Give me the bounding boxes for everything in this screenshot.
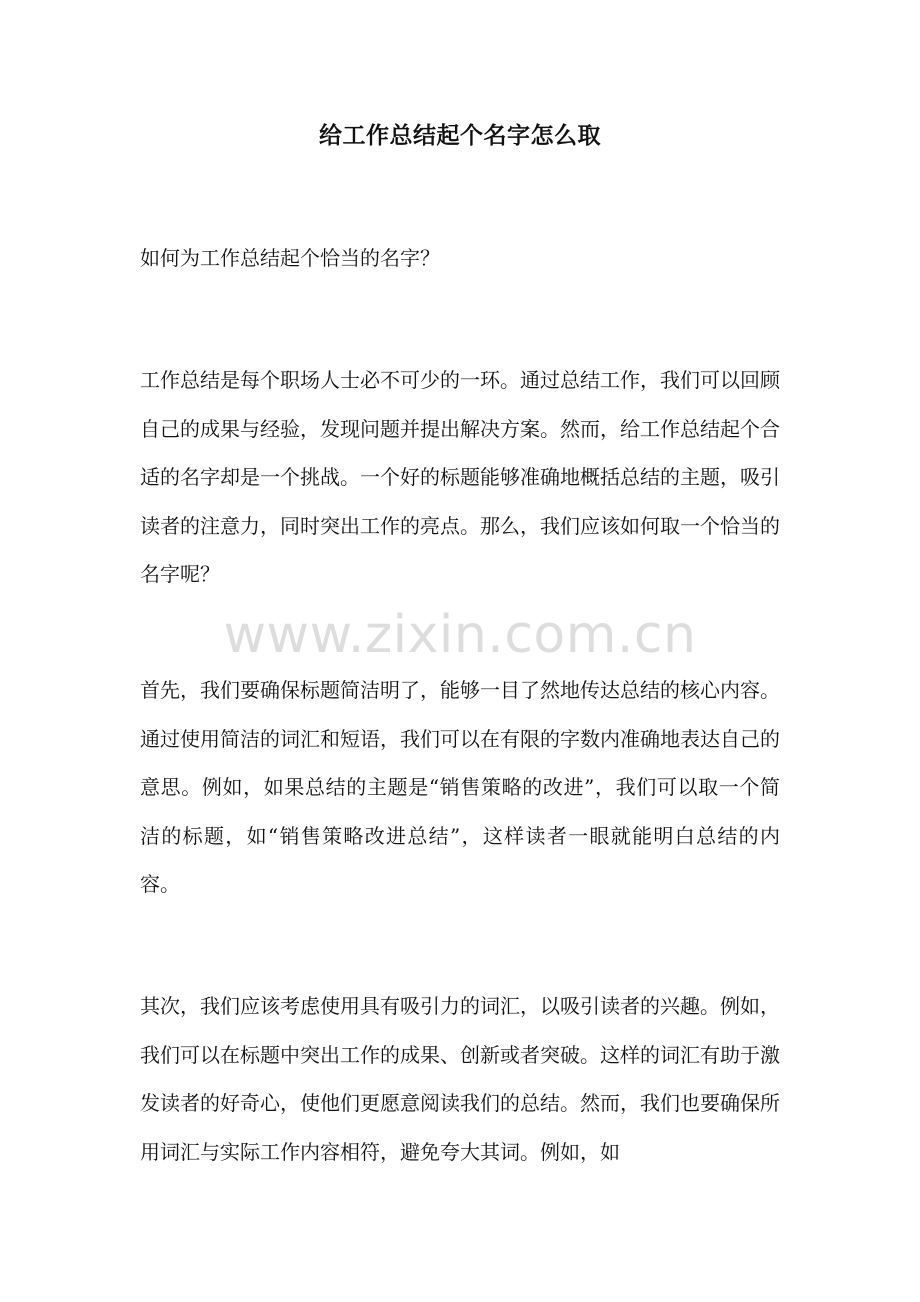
watermark: www.zixin.com.cn (223, 605, 697, 665)
paragraph-2: 首先，我们要确保标题简洁明了，能够一目了然地传达总结的核心内容。通过使用简洁的词汇和短语，我们可以在有限的字数内准确地表达自己的意思。例如，如果总结的主题是“销售策略的改进”，我们可以取一个简洁的标题，如“销售策略改进总结”，这样读者一眼就能明白总结的内容。 (140, 678, 780, 896)
document-subtitle: 如何为工作总结起个恰当的名字？ (140, 246, 440, 270)
document-title: 给工作总结起个名字怎么取 (319, 122, 601, 149)
paragraph-1: 工作总结是每个职场人士必不可少的一环。通过总结工作，我们可以回顾自己的成果与经验，发现问题并提出解决方案。然而，给工作总结起个合适的名字却是一个挑战。一个好的标题能够准确地概括总结的主题，吸引读者的注意力，同时突出工作的亮点。那么，我们应该如何取一个恰当的名字呢？ (140, 368, 780, 586)
paragraph-3: 其次，我们应该考虑使用具有吸引力的词汇，以吸引读者的兴趣。例如，我们可以在标题中突出工作的成果、创新或者突破。这样的词汇有助于激发读者的好奇心，使他们更愿意阅读我们的总结。然而，我们也要确保所用词汇与实际工作内容相符，避免夸大其词。例如，如 (140, 994, 780, 1164)
